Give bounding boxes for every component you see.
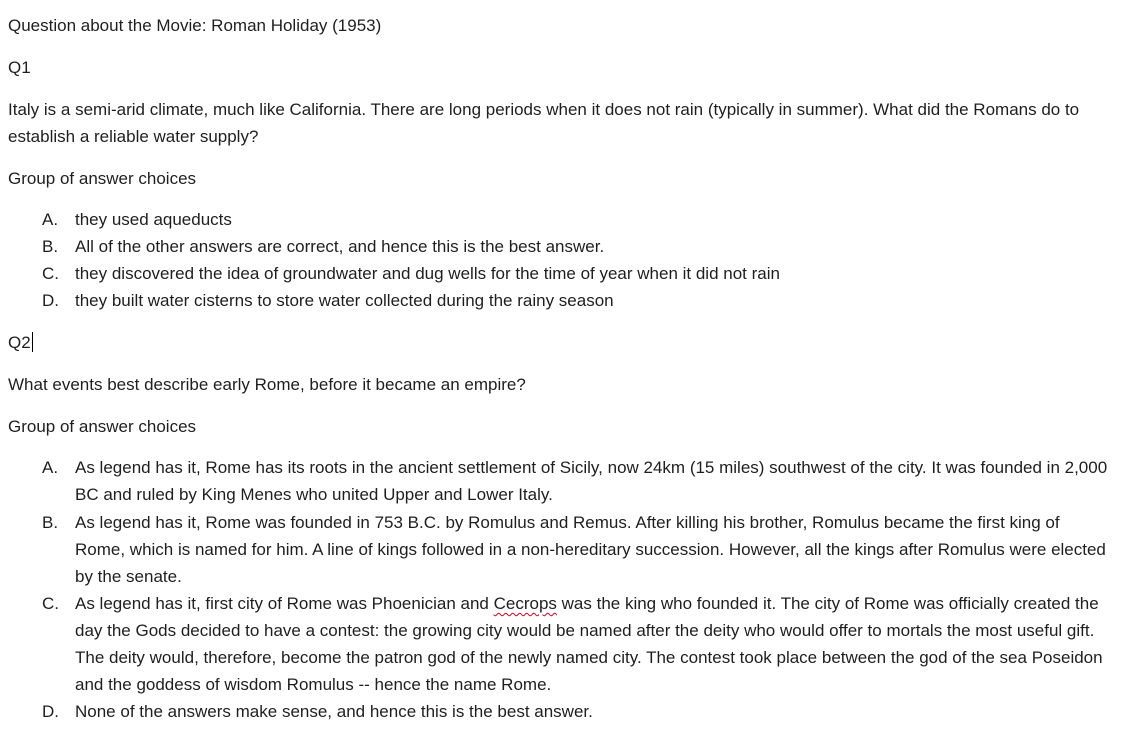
option-letter: B. — [42, 237, 59, 256]
option-letter: D. — [42, 702, 59, 721]
q2-label: Q2 — [8, 333, 31, 352]
q2-option-c — [42, 590, 1112, 698]
option-text: they used aqueducts — [75, 210, 232, 229]
option-text: None of the answers make sense, and hence this is the best answer. — [75, 702, 593, 721]
q2-question: What events best describe early Rome, before it became an empire? — [8, 375, 526, 394]
option-text: All of the other answers are correct, and hence this is the best answer. — [75, 237, 605, 256]
option-text: they discovered the idea of groundwater and dug wells for the time of year when it did not rain — [75, 264, 780, 283]
q2-option-b — [42, 509, 1112, 590]
q1-group-label: Group of answer choices — [8, 169, 197, 188]
option-text: As legend has it, Rome has its roots in the ancient settlement of Sicily, now 24km (15 miles) southwest of the city. It was founded in 2,000 BC and ruled by King Menes who united Upper and Lower Italy. — [75, 458, 1108, 504]
option-text: they built water cisterns to store water collected during the rainy season — [75, 291, 614, 310]
q1-label: Q1 — [8, 58, 31, 77]
option-text — [75, 590, 1112, 698]
text-cursor — [32, 332, 33, 352]
q1-option-b — [42, 233, 1112, 260]
option-letter: C. — [42, 264, 59, 283]
option-letter: C. — [42, 594, 59, 613]
q2-option-d — [42, 698, 1112, 725]
q2-label-line — [8, 329, 33, 356]
option-text-end: was the king who founded it. The city of Rome was officially created the day the Gods decided to have a contest: the growing city would be named after the deity who would offer to mortals the most useful gift. The deity would, therefore, become the patron god of the newly named city. The contest took place between the god of the sea Poseidon and the goddess of wisdom Romulus -- hence the name Rome. — [75, 594, 1103, 694]
option-letter: B. — [42, 513, 59, 532]
q1-question: Italy is a semi-arid climate, much like California. There are long periods when it does not rain (typically in summer). What did the Romans do to establish a reliable water supply? — [8, 100, 1080, 146]
document-title: Question about the Movie: Roman Holiday (1953) — [8, 16, 382, 35]
option-text: As legend has it, Rome was founded in 753 B.C. by Romulus and Remus. After killing his brother, Romulus became the first king of Rome, which is named for him. A line of kings followed in a non-hereditary succession. However, all the kings after Romulus were elected by the senate. — [75, 513, 1106, 586]
q2-group-label: Group of answer choices — [8, 417, 197, 436]
q2-option-a — [42, 454, 1112, 508]
q1-option-d — [42, 287, 1112, 314]
option-letter: D. — [42, 291, 59, 310]
option-text-start: As legend has it, first city of Rome was Phoenician and — [75, 594, 494, 613]
q1-option-a — [42, 206, 1112, 233]
q1-option-c — [42, 260, 1112, 287]
option-letter: A. — [42, 458, 59, 477]
option-letter: A. — [42, 210, 59, 229]
spelling-flagged-word[interactable]: Cecrops — [493, 594, 557, 613]
